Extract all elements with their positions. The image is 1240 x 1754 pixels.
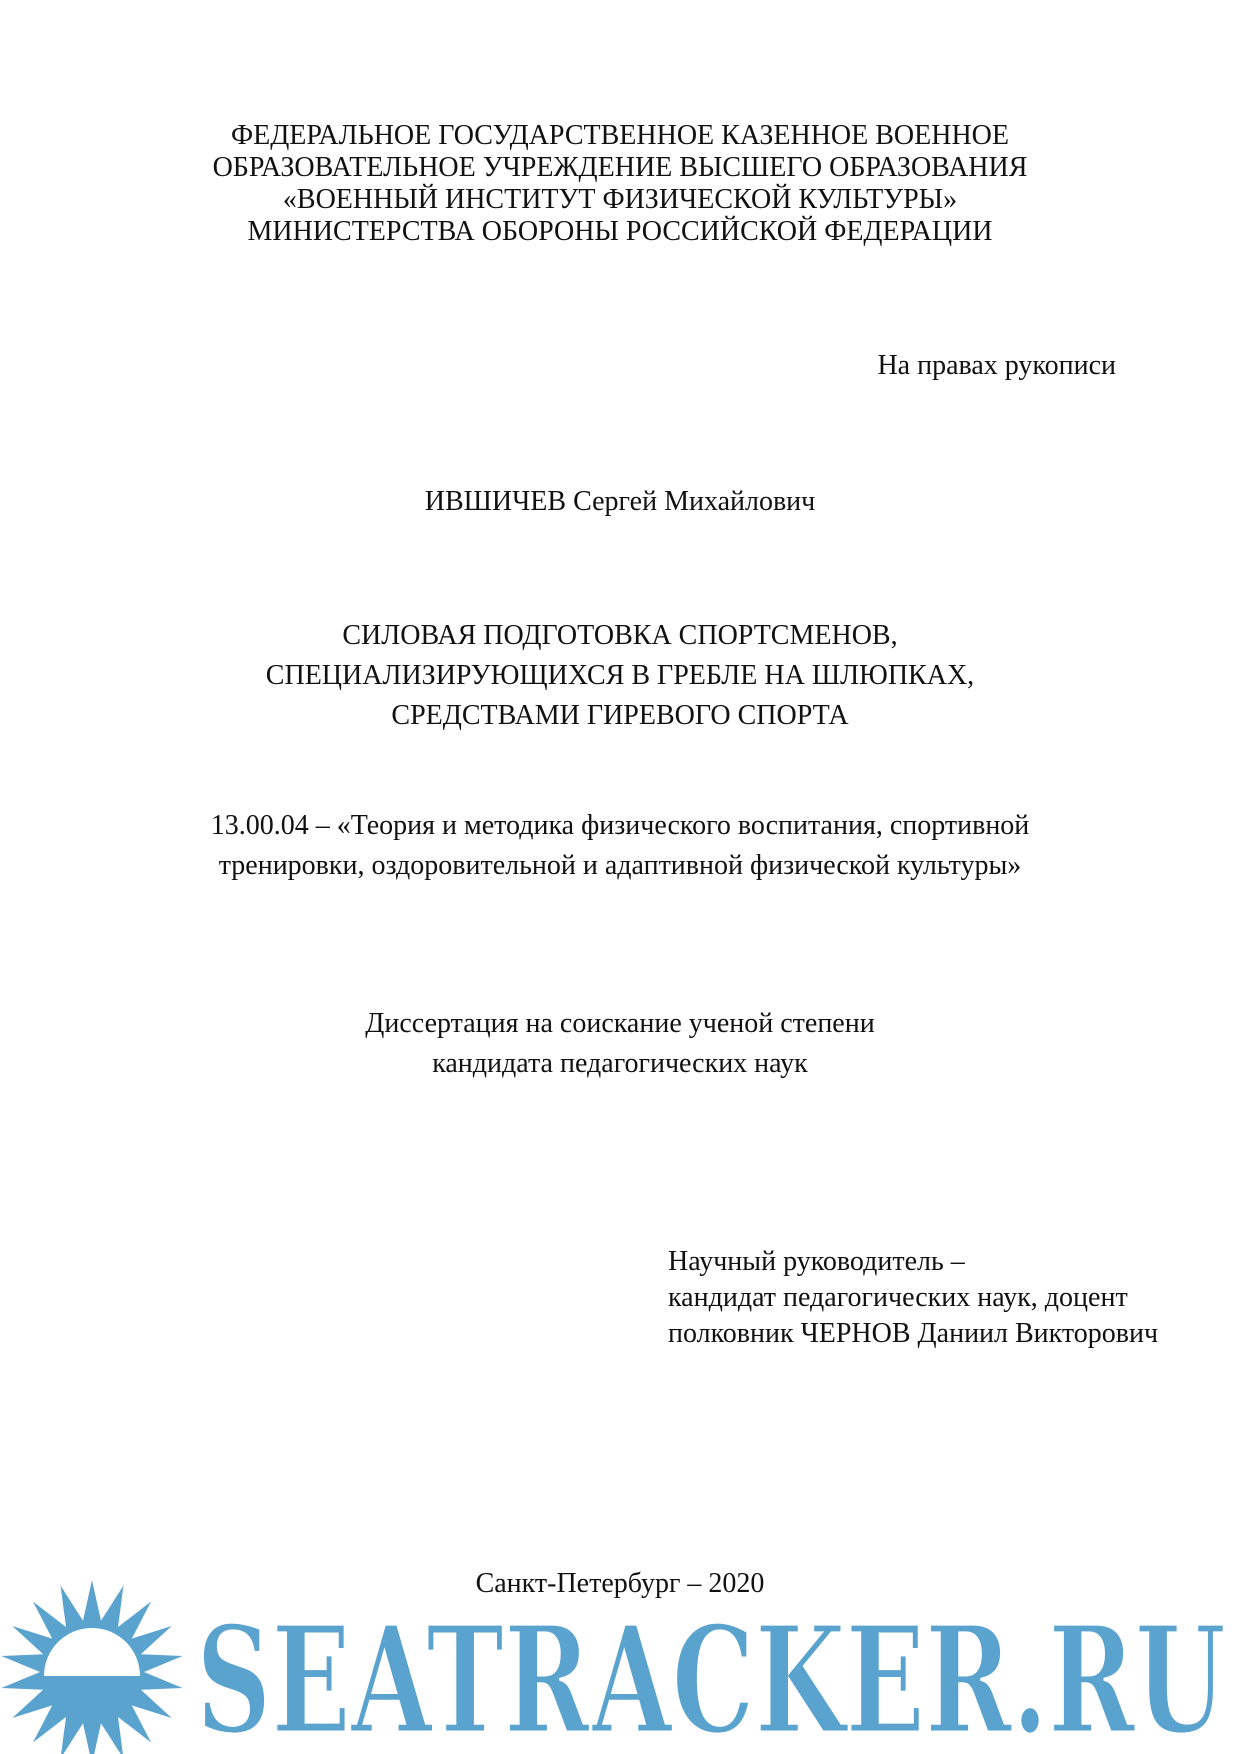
watermark-text: SEATRACKER.RU xyxy=(196,1593,1226,1754)
supervisor-block xyxy=(668,1244,1158,1352)
specialty-line-1: 13.00.04 – «Теория и методика физического воспитания, спортивной xyxy=(210,810,1030,841)
degree-line-2: кандидата педагогических наук xyxy=(432,1048,808,1079)
organization-line-4: МИНИСТЕРСТВА ОБОРОНЫ РОССИЙСКОЙ ФЕДЕРАЦИИ xyxy=(247,216,993,247)
degree-line-1: Диссертация на соискание ученой степени xyxy=(365,1008,875,1039)
sun-icon xyxy=(1,1580,182,1754)
supervisor-line-2: кандидат педагогических наук, доцент xyxy=(668,1282,1128,1313)
supervisor-line-1: Научный руководитель – xyxy=(668,1246,965,1277)
organization-line-2: ОБРАЗОВАТЕЛЬНОЕ УЧРЕЖДЕНИЕ ВЫСШЕГО ОБРАЗОВАНИЯ xyxy=(212,152,1028,183)
title-line-3: СРЕДСТВАМИ ГИРЕВОГО СПОРТА xyxy=(391,700,849,731)
title-line-2: СПЕЦИАЛИЗИРУЮЩИХСЯ В ГРЕБЛЕ НА ШЛЮПКАХ, xyxy=(265,660,975,691)
manuscript-note: На правах рукописи xyxy=(877,350,1116,381)
organization-line-1: ФЕДЕРАЛЬНОЕ ГОСУДАРСТВЕННОЕ КАЗЕННОЕ ВОЕННОЕ xyxy=(230,120,1010,151)
title-line-1: СИЛОВАЯ ПОДГОТОВКА СПОРТСМЕНОВ, xyxy=(342,620,898,651)
watermark-logo xyxy=(0,1572,1240,1754)
supervisor-line-3: полковник ЧЕРНОВ Даниил Викторович xyxy=(668,1318,1159,1349)
specialty-line-2: тренировки, оздоровительной и адаптивной физической культуры» xyxy=(218,850,1022,881)
organization-line-3: «ВОЕННЫЙ ИНСТИТУТ ФИЗИЧЕСКОЙ КУЛЬТУРЫ» xyxy=(282,184,958,215)
city-year: Санкт-Петербург – 2020 xyxy=(475,1568,765,1599)
author-name: ИВШИЧЕВ Сергей Михайлович xyxy=(424,486,816,517)
